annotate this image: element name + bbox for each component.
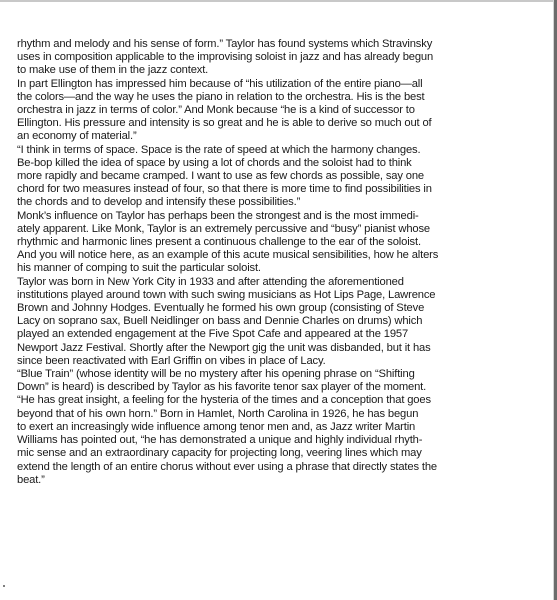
article-body <box>17 38 545 487</box>
paragraph-blue-train: “Blue Train” (whose identity will be no mystery after his opening phrase on “Shifting Down” is heard) is described by Taylor as his favorite tenor sax player of the moment. “He has great insight, a feeling for the hysteria of the times and a conception that goes beyond that of his own horn.” Born in Hamlet, North Carolina in 1926, he has begun to exert an increasingly wide influence among tenor men and, as Jazz writer Martin Williams has pointed out, “he has demonstrated a unique and highly individual rhyth- mic sense and an extraordinary capacity for projecting long, veering lines which may extend the length of an entire chorus without ever using a phrase that directly states the beat.” <box>17 368 437 486</box>
paragraph-taylor-biography: Taylor was born in New York City in 1933 and after attending the aforementioned institutions played around town with such swing musicians as Hot Lips Page, Lawrence Brown and Johnny Hodges. Eventually he formed his own group (consisting of Steve Lacy on soprano sax, Buell Neidlinger on bass and Dennie Charles on drums) which played an extended engagement at the Five Spot Cafe and appeared at the 1957 Newport Jazz Festival. Shortly after the Newport gig the unit was disbanded, but it has since been reactivated with Earl Griffin on vibes in place of Lacy. <box>17 275 436 367</box>
scan-top-edge <box>0 0 557 2</box>
scan-speck <box>3 585 5 587</box>
paragraph-monk-influence: Monk’s influence on Taylor has perhaps been the strongest and is the most immedi- ately apparent. Like Monk, Taylor is an extremely percussive and “busy” pianist whose rhythmic and harmonic lines present a continuous challenge to the ear of the soloist. And you will notice here, as an example of this acute musical sensibilities, how he alters his manner of comping to suit the particular soloist. <box>17 209 439 275</box>
paragraph-ellington: In part Ellington has impressed him because of “his utilization of the entire piano—all the colors—and the way he uses the piano in relation to the orchestra. His is the best orchestra in jazz in terms of color.” And Monk because “he is a kind of successor to Ellington. His pressure and intensity is so great and he is able to derive so much out of an economy of material.” <box>17 77 432 143</box>
paragraph-space-quote: “I think in terms of space. Space is the rate of speed at which the harmony changes. Be-bop killed the idea of space by using a lot of chords and the soloist had to think more rapidly and became cramped. I want to use as few chords as possible, say one chord for two measures instead of four, so that there is more time to find possibilities in the chords and to develop and intensify these possibilities.” <box>17 143 432 209</box>
paragraph-form: rhythm and melody and his sense of form.” Taylor has found systems which Stravinsky uses in composition applicable to the improvising soloist in jazz and has already begun to make use of them in the jazz context. <box>17 38 434 77</box>
